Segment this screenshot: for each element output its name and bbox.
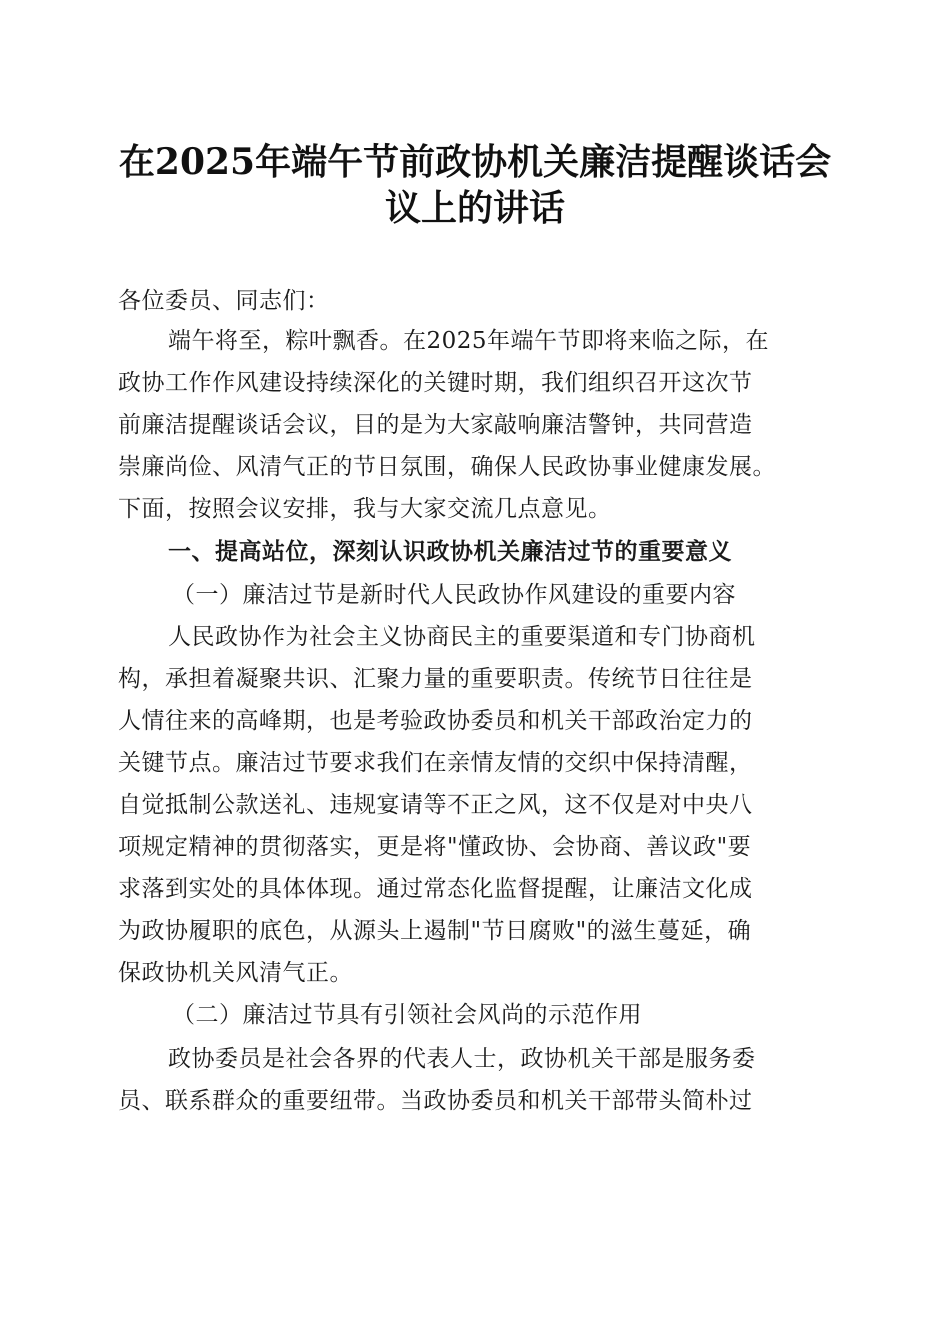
paragraph-line: 关键节点。廉洁过节要求我们在亲情友情的交织中保持清醒， — [118, 750, 753, 776]
paragraph-line: 下面，按照会议安排，我与大家交流几点意见。 — [118, 496, 612, 522]
paragraph-line: 自觉抵制公款送礼、违规宴请等不正之风，这不仅是对中央八 — [118, 792, 753, 818]
paragraph-line: 员、联系群众的重要纽带。当政协委员和机关干部带头简朴过 — [118, 1088, 753, 1114]
paragraph-line: 前廉洁提醒谈话会议，目的是为大家敲响廉洁警钟，共同营造 — [118, 412, 753, 438]
subsection-heading-2: （二）廉洁过节具有引领社会风尚的示范作用 — [172, 1002, 642, 1028]
paragraph-line: 求落到实处的具体体现。通过常态化监督提醒，让廉洁文化成 — [118, 876, 753, 902]
paragraph-line: 人民政协作为社会主义协商民主的重要渠道和专门协商机 — [168, 624, 756, 650]
section-heading-1: 一、提高站位，深刻认识政协机关廉洁过节的重要意义 — [168, 539, 732, 565]
paragraph-line: 项规定精神的贯彻落实，更是将"懂政协、会协商、善议政"要 — [118, 834, 752, 860]
document-title-line-2: 议上的讲话 — [384, 187, 565, 229]
paragraph-line: 崇廉尚俭、风清气正的节日氛围，确保人民政协事业健康发展。 — [118, 454, 776, 480]
paragraph-line: 保政协机关风清气正。 — [118, 960, 353, 986]
subsection-heading-1: （一）廉洁过节是新时代人民政协作风建设的重要内容 — [172, 582, 736, 608]
salutation: 各位委员、同志们： — [118, 288, 330, 314]
paragraph-line: 端午将至，粽叶飘香。在2025年端午节即将来临之际，在 — [168, 328, 770, 354]
paragraph-line: 政协工作作风建设持续深化的关键时期，我们组织召开这次节 — [118, 370, 753, 396]
paragraph-line: 为政协履职的底色，从源头上遏制"节日腐败"的滋生蔓延，确 — [118, 918, 752, 944]
document-title-line-1: 在2025年端午节前政协机关廉洁提醒谈话会 — [118, 141, 832, 183]
paragraph-line: 人情往来的高峰期，也是考验政协委员和机关干部政治定力的 — [118, 708, 753, 734]
paragraph-line: 政协委员是社会各界的代表人士，政协机关干部是服务委 — [168, 1046, 756, 1072]
paragraph-line: 构，承担着凝聚共识、汇聚力量的重要职责。传统节日往往是 — [118, 666, 753, 692]
